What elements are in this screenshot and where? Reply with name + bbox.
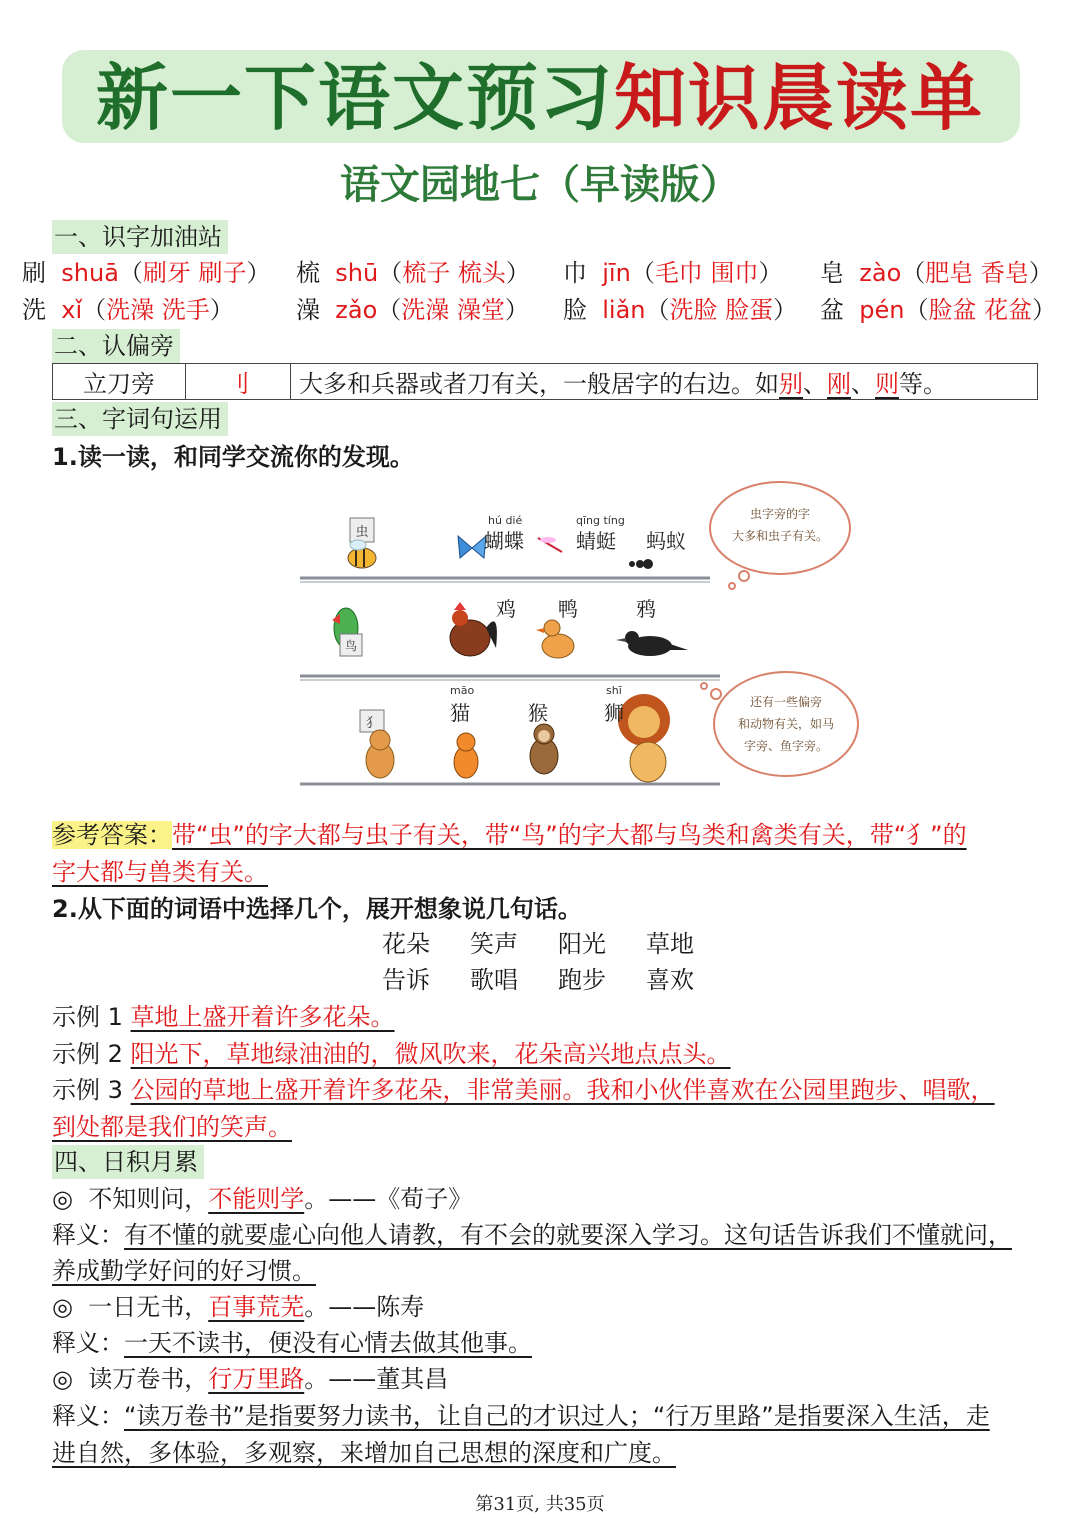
quote-1-meaning: 释义：有不懂的就要虚心向他人请教，有不会的就要深入学习。这句话告诉我们不懂就问， xyxy=(52,1221,1012,1249)
title-part2: 知识晨读单 xyxy=(614,55,985,140)
radical-name: 立刀旁 xyxy=(53,364,186,400)
svg-text:狮: 狮 xyxy=(604,701,624,725)
char-entry: 刷 shuā（刷牙 刷子） xyxy=(22,259,271,287)
quote-2: ◎ 一日无书，百事荒芜。——陈寿 xyxy=(52,1293,425,1321)
answer-line2: 字大都与兽类有关。 xyxy=(52,858,268,886)
quote-1-meaning-cont: 养成勤学好问的好习惯。 xyxy=(52,1257,316,1285)
svg-text:猴: 猴 xyxy=(528,701,548,725)
question-1: 1.读一读，和同学交流你的发现。 xyxy=(52,443,414,471)
svg-text:虫字旁的字: 虫字旁的字 xyxy=(749,507,811,521)
cat-icon xyxy=(454,733,478,778)
quote-2-meaning: 释义：一天不读书，便没有心情去做其他事。 xyxy=(52,1329,532,1357)
word-list-row: 花朵 笑声 阳光 草地 xyxy=(382,930,694,958)
monkey-icon xyxy=(530,724,558,774)
sign-bird: 鸟 xyxy=(344,639,358,653)
dragonfly-icon xyxy=(538,537,562,552)
radical-description: 大多和兵器或者刀有关，一般居字的右边。如别、刚、则等。 xyxy=(291,364,1038,400)
crow-icon xyxy=(616,631,688,656)
title-part1: 新一下语文预习 xyxy=(95,55,614,140)
section3-heading: 三、字词句运用 xyxy=(52,402,228,436)
quote-3-meaning: 释义：“读万卷书”是指要努力读书，让自己的才识过人；“行万里路”是指要深入生活，走 xyxy=(52,1402,990,1430)
svg-text:鸦: 鸦 xyxy=(636,597,656,621)
sign-worm: 虫 xyxy=(355,525,369,540)
example-1: 示例 1 草地上盛开着许多花朵。 xyxy=(52,1003,395,1031)
svg-text:蝴蝶: 蝴蝶 xyxy=(484,529,524,553)
svg-text:字旁、鱼字旁。: 字旁、鱼字旁。 xyxy=(743,739,829,753)
svg-text:猫: 猫 xyxy=(450,701,470,725)
svg-text:还有一些偏旁: 还有一些偏旁 xyxy=(749,695,823,709)
page-subtitle: 语文园地七（早读版） xyxy=(340,162,740,208)
svg-text:大多和虫子有关。: 大多和虫子有关。 xyxy=(731,529,829,543)
example-2: 示例 2 阳光下，草地绿油油的，微风吹来，花朵高兴地点点头。 xyxy=(52,1040,731,1068)
char-entry: 脸 liǎn（洗脸 脸蛋） xyxy=(563,296,798,324)
reference-answer xyxy=(52,818,967,852)
page-number: 第31页, 共35页 xyxy=(475,1494,605,1515)
radical-glyph: 刂 xyxy=(186,364,291,400)
char-entry: 洗 xǐ（洗澡 洗手） xyxy=(22,296,234,324)
char-entry: 盆 pén（脸盆 花盆） xyxy=(820,296,1057,324)
section4-heading: 四、日积月累 xyxy=(52,1145,204,1179)
section2-heading: 二、认偏旁 xyxy=(52,329,180,363)
radical-illustration xyxy=(300,478,860,800)
ant-icon xyxy=(629,559,653,569)
char-entry: 梳 shū（梳子 梳头） xyxy=(296,259,530,287)
svg-text:shī: shī xyxy=(606,684,622,697)
lion-icon xyxy=(618,694,670,782)
duck-icon xyxy=(536,620,574,658)
example-3: 示例 3 公园的草地上盛开着许多花朵，非常美丽。我和小伙伴喜欢在公园里跑步、唱歌， xyxy=(52,1076,995,1104)
section1-heading: 一、识字加油站 xyxy=(52,220,228,254)
sign-animal: 犭 xyxy=(365,716,379,731)
question-2: 2.从下面的词语中选择几个，展开想象说几句话。 xyxy=(52,895,582,923)
quote-1: ◎ 不知则问，不能则学。——《荀子》 xyxy=(52,1185,473,1213)
answer-label: 参考答案： xyxy=(52,821,172,849)
quote-3-meaning-cont: 进自然，多体验，多观察，来增加自己思想的深度和广度。 xyxy=(52,1439,676,1467)
example-3-cont: 到处都是我们的笑声。 xyxy=(52,1113,292,1141)
answer-line1: 带“虫”的字大都与虫子有关，带“鸟”的字大都与鸟类和禽类有关，带“犭”的 xyxy=(172,821,967,849)
svg-text:蚂蚁: 蚂蚁 xyxy=(646,529,686,553)
svg-text:qīng tíng: qīng tíng xyxy=(576,514,625,527)
page-title xyxy=(0,55,1080,140)
svg-text:鸡: 鸡 xyxy=(496,597,516,621)
butterfly-icon xyxy=(458,536,486,558)
rooster-icon xyxy=(450,602,497,656)
word-list-row: 告诉 歌唱 跑步 喜欢 xyxy=(382,966,694,994)
svg-text:māo: māo xyxy=(450,684,475,697)
svg-text:和动物有关，如马: 和动物有关，如马 xyxy=(737,717,835,731)
svg-text:hú dié: hú dié xyxy=(488,514,523,527)
char-entry: 皂 zào（肥皂 香皂） xyxy=(820,259,1053,287)
svg-text:蜻蜓: 蜻蜓 xyxy=(576,529,616,553)
quote-3: ◎ 读万卷书，行万里路。——董其昌 xyxy=(52,1365,449,1393)
svg-text:鸭: 鸭 xyxy=(558,597,578,621)
radical-table xyxy=(52,363,1038,400)
char-entry: 澡 zǎo（洗澡 澡堂） xyxy=(296,296,529,324)
char-entry: 巾 jīn（毛巾 围巾） xyxy=(563,259,783,287)
